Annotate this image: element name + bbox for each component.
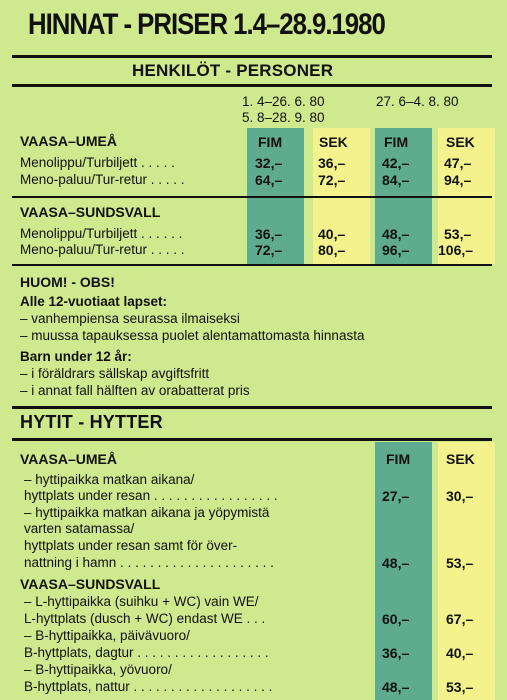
notice-fi-heading: Alle 12-vuotiaat lapset:	[20, 294, 168, 309]
price-cell: 40,–	[318, 226, 346, 242]
route-divider	[12, 196, 492, 198]
title-rule	[12, 55, 492, 58]
col-header-p2-sek: SEK	[446, 134, 475, 150]
price-cell: 53,–	[444, 226, 472, 242]
col-header-p1-sek: SEK	[319, 134, 348, 150]
notice-sv-item: – i föräldrars sällskap avgiftsfritt	[20, 366, 210, 381]
cabins-line: L-hyttplats (dusch + WC) endast WE . . .	[24, 611, 266, 626]
price-cell: 72,–	[318, 172, 346, 188]
cabins-line: B-hyttplats, dagtur . . . . . . . . . . . . . . . . . .	[24, 645, 269, 660]
table-row-label: Menolippu/Turbiljett . . . . .	[20, 155, 175, 170]
col-header-p2-fim: FIM	[384, 134, 409, 150]
price-cell: 36,–	[382, 645, 410, 661]
cabins-line: hyttplats under resan . . . . . . . . . . . . . . . . .	[24, 488, 278, 503]
cabins-heading-rule	[12, 438, 492, 441]
cabins-line: B-hyttplats, nattur . . . . . . . . . . . . . . . . . . .	[24, 679, 273, 694]
table-row-label: Meno-paluu/Tur-retur . . . . .	[20, 242, 185, 257]
page-title: HINNAT - PRISER 1.4–28.9.1980	[28, 8, 385, 41]
price-cell: 94,–	[444, 172, 472, 188]
persons-heading: HENKILÖT - PERSONER	[132, 61, 334, 80]
price-cell: 32,–	[255, 155, 283, 171]
notice-sv-heading: Barn under 12 år:	[20, 349, 132, 364]
table-row-label: Meno-paluu/Tur-retur . . . . .	[20, 172, 185, 187]
cabins-line: – hyttipaikka matkan aikana/	[24, 472, 195, 487]
price-cell: 48,–	[382, 226, 410, 242]
cabins-route-vaasa-umea: VAASA–UMEÅ	[20, 451, 117, 467]
price-cell: 53,–	[446, 555, 474, 571]
cabins-heading: HYTIT - HYTTER	[20, 412, 163, 432]
cabins-line: varten satamassa/	[24, 521, 135, 536]
cabins-line: – hyttipaikka matkan aikana ja yöpymistä	[24, 505, 270, 520]
price-cell: 47,–	[444, 155, 472, 171]
notice-fi-item: – muussa tapauksessa puolet alentamattomasta hinnasta	[20, 328, 365, 343]
cabins-line: – L-hyttipaikka (suihku + WC) vain WE/	[24, 594, 259, 609]
cabins-route-vaasa-sundsvall: VAASA–SUNDSVALL	[20, 576, 161, 592]
price-cell: 80,–	[318, 242, 346, 258]
notice-fi-item: – vanhempiensa seurassa ilmaiseksi	[20, 311, 240, 326]
price-cell: 27,–	[382, 488, 410, 504]
price-cell: 30,–	[446, 488, 474, 504]
period1-line2: 5. 8–28. 9. 80	[242, 110, 325, 125]
col-header-p1-fim: FIM	[258, 134, 283, 150]
cabins-top-rule	[12, 406, 492, 409]
price-cell: 67,–	[446, 611, 474, 627]
price-cell: 53,–	[446, 679, 474, 695]
cabins-line: hyttplats under resan samt för över-	[24, 538, 238, 553]
cabins-col-fim: FIM	[386, 451, 411, 467]
price-cell: 96,–	[382, 242, 410, 258]
route-name-vaasa-sundsvall: VAASA–SUNDSVALL	[20, 204, 161, 220]
price-cell: 60,–	[382, 611, 410, 627]
price-cell: 36,–	[255, 226, 283, 242]
route-name-vaasa-umea: VAASA–UMEÅ	[20, 133, 117, 149]
period2-label: 27. 6–4. 8. 80	[376, 94, 459, 109]
cabins-line: – B-hyttipaikka, yövuoro/	[24, 662, 172, 677]
price-cell: 40,–	[446, 645, 474, 661]
price-cell: 48,–	[382, 679, 410, 695]
period1-line1: 1. 4–26. 6. 80	[242, 94, 325, 109]
cabins-sek-column	[438, 442, 495, 700]
cabins-line: nattning i hamn . . . . . . . . . . . . . . . . . . . . .	[24, 555, 274, 570]
cabins-col-sek: SEK	[446, 451, 475, 467]
cabins-fim-column	[375, 442, 432, 700]
price-cell: 106,–	[438, 242, 474, 258]
notice-sv-item: – i annat fall hälften av orabatterat pris	[20, 383, 250, 398]
price-cell: 72,–	[255, 242, 283, 258]
persons-end-rule	[12, 264, 492, 266]
price-cell: 84,–	[382, 172, 410, 188]
persons-heading-rule	[12, 84, 492, 87]
price-cell: 48,–	[382, 555, 410, 571]
table-row-label: Menolippu/Turbiljett . . . . . .	[20, 226, 183, 241]
price-cell: 42,–	[382, 155, 410, 171]
price-cell: 36,–	[318, 155, 346, 171]
price-cell: 64,–	[255, 172, 283, 188]
notice-heading: HUOM! - OBS!	[20, 274, 115, 290]
cabins-line: – B-hyttipaikka, päivävuoro/	[24, 628, 190, 643]
